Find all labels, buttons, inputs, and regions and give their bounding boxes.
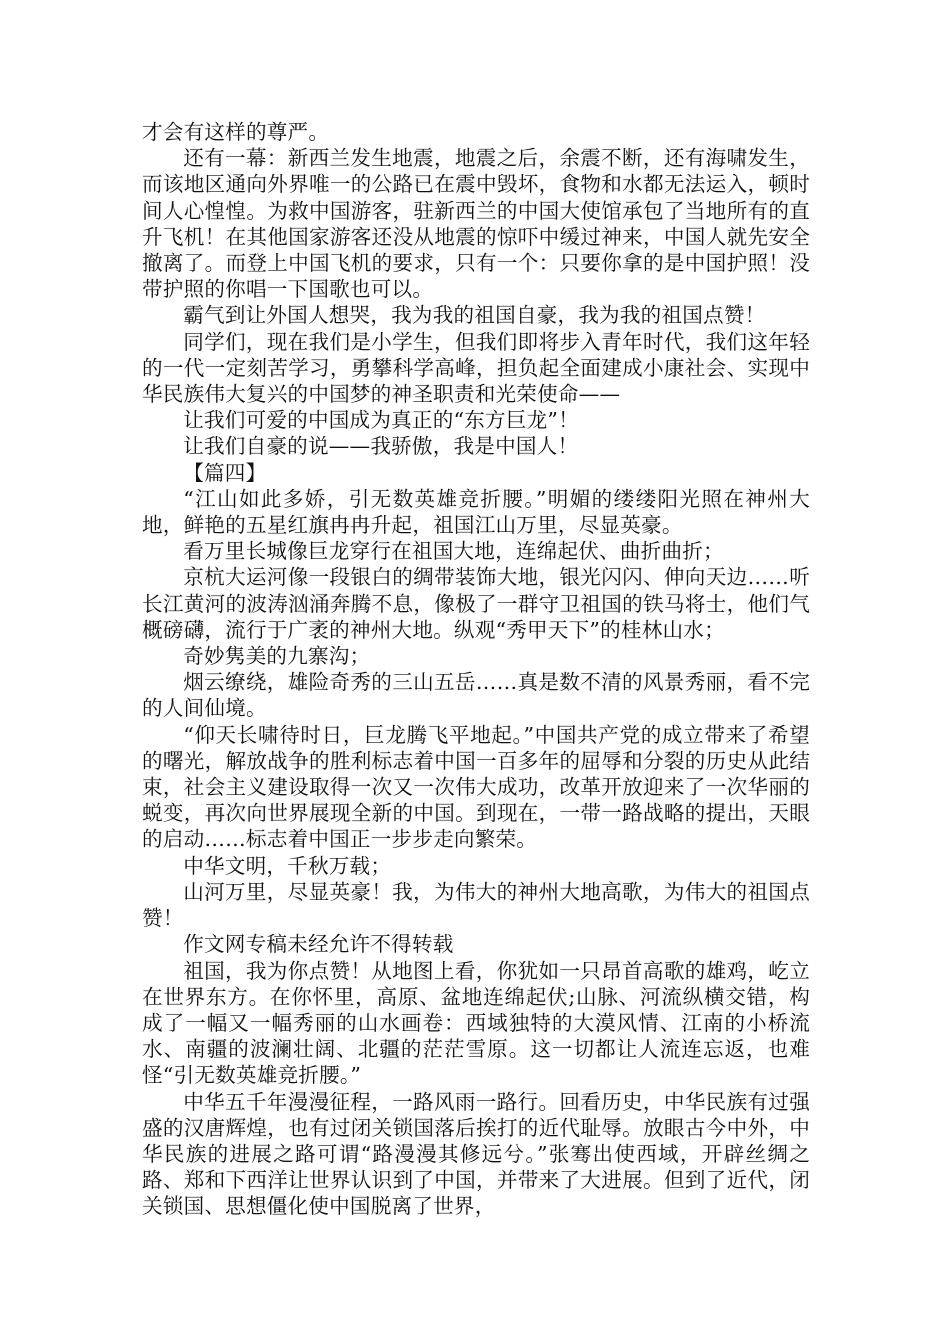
- paragraph: 中华五千年漫漫征程，一路风雨一路行。回看历史，中华民族有过强盛的汉唐辉煌，也有过闭关锁国落后挨打的近代耻辱。放眼古今中外，中华民族的进展之路可谓“路漫漫其修远兮。”张骞出使西域，开辟丝绸之路、郑和下西洋让世界认识到了中国，并带来了大进展。但到了近代，闭关锁国、思想僵化使中国脱离了世界，: [142, 1089, 810, 1219]
- paragraph: 让我们可爱的中国成为真正的“东方巨龙”！: [183, 408, 579, 433]
- paragraph: 祖国，我为你点赞！从地图上看，你犹如一只昂首高歌的雄鸡，屹立在世界东方。在你怀里，高原、盆地连绵起伏;山脉、河流纵横交错，构成了一幅又一幅秀丽的山水画卷：西域独特的大漠风情、江南的小桥流水、南疆的波澜壮阔、北疆的茫茫雪原。这一切都让人流连忘返，也难怪“引无数英雄竞折腰。”: [142, 958, 810, 1088]
- paragraph: 看万里长城像巨龙穿行在祖国大地，连绵起伏、曲折曲折；: [183, 539, 724, 564]
- paragraph: 同学们，现在我们是小学生，但我们即将步入青年时代，我们这年轻的一代一定刻苦学习，勇攀科学高峰，担负起全面建成小康社会、实现中华民族伟大复兴的中国梦的神圣职责和光荣使命——: [142, 329, 810, 407]
- paragraph: 中华文明，千秋万载；: [183, 853, 392, 878]
- paragraph: 京杭大运河像一段银白的绸带装饰大地，银光闪闪、伸向天边……听长江黄河的波涛汹涌奔腾不息，像极了一群守卫祖国的铁马将士，他们气概磅礴，流行于广袤的神州大地。纵观“秀甲天下”的桂林山水；: [142, 565, 810, 642]
- document-page: [142, 119, 810, 1220]
- paragraph: 山河万里，尽显英豪！我，为伟大的神州大地高歌，为伟大的祖国点赞！: [142, 879, 810, 931]
- paragraph: 霸气到让外国人想哭，我为我的祖国自豪，我为我的祖国点赞！: [183, 303, 766, 328]
- paragraph: 作文网专稿未经允许不得转载: [183, 932, 454, 957]
- paragraph: “仰天长啸待时日，巨龙腾飞平地起。”中国共产党的成立带来了希望的曙光，解放战争的胜利标志着中国一百多年的屈辱和分裂的历史从此结束，社会主义建设取得一次又一次伟大成功，改革开放迎来了一次华丽的蜕变，再次向世界展现全新的中国。到现在，一带一路战略的提出，天眼的启动……标志着中国正一步步走向繁荣。: [142, 722, 810, 852]
- paragraph: 还有一幕：新西兰发生地震，地震之后，余震不断，还有海啸发生，而该地区通向外界唯一的公路已在震中毁坏，食物和水都无法运入，顿时间人心惶惶。为救中国游客，驻新西兰的中国大使馆承包了当地所有的直升飞机！在其他国家游客还没从地震的惊吓中缓过神来，中国人就先安全撤离了。而登上中国飞机的要求，只有一个：只要你拿的是中国护照！没带护照的你唱一下国歌也可以。: [142, 146, 810, 302]
- paragraph: 奇妙隽美的九寨沟；: [183, 644, 371, 669]
- paragraph: “江山如此多娇，引无数英雄竞折腰。”明媚的缕缕阳光照在神州大地，鲜艳的五星红旗冉冉升起，祖国江山万里，尽显英豪。: [142, 486, 810, 538]
- paragraph: 让我们自豪的说——我骄傲，我是中国人！: [183, 434, 579, 459]
- section-heading: 【篇四】: [183, 460, 267, 485]
- paragraph: 才会有这样的尊严。: [142, 120, 330, 144]
- paragraph: 烟云缭绕，雄险奇秀的三山五岳……真是数不清的风景秀丽，看不完的人间仙境。: [142, 670, 810, 721]
